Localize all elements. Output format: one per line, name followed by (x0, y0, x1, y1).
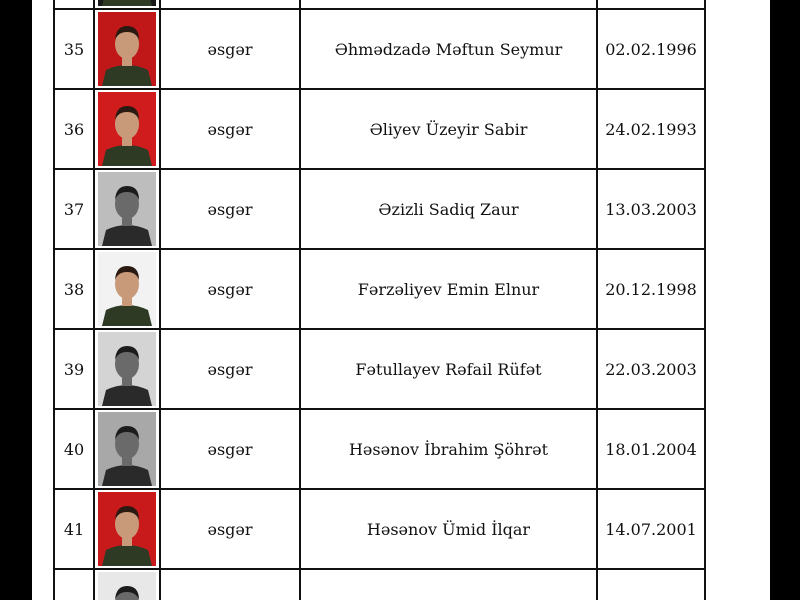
row-number-cell (54, 569, 94, 600)
photo-cell (94, 249, 160, 329)
rank-text: əsgər (207, 359, 253, 379)
rank-text: əsgər (207, 199, 253, 219)
roster-table (53, 0, 706, 600)
rank-text: əsgər (207, 519, 253, 539)
birth-date-cell (597, 89, 705, 169)
table-row (54, 569, 705, 600)
birth-date-cell (597, 489, 705, 569)
row-number-cell (54, 249, 94, 329)
rank-cell (160, 329, 300, 409)
name-cell (300, 9, 597, 89)
photo-cell (94, 169, 160, 249)
rank-cell (160, 169, 300, 249)
photo-cell (94, 89, 160, 169)
rank-cell (160, 0, 300, 9)
birth-date-cell (597, 249, 705, 329)
rank-cell (160, 409, 300, 489)
name-cell (300, 0, 597, 9)
portrait-photo (98, 572, 156, 600)
portrait-photo (98, 12, 156, 86)
full-name: Əhmədzadə Məftun Seymur (334, 39, 563, 59)
row-number: 38 (63, 279, 85, 299)
name-cell (300, 169, 597, 249)
full-name: Həsənov İbrahim Şöhrət (348, 439, 549, 459)
birth-date-cell (597, 9, 705, 89)
portrait-photo (98, 252, 156, 326)
table-row (54, 169, 705, 249)
row-number-cell (54, 0, 94, 9)
portrait-photo (98, 172, 156, 246)
photo-cell (94, 9, 160, 89)
photo-cell (94, 329, 160, 409)
birth-date: 20.12.1998 (605, 279, 697, 299)
full-name: Əliyev Üzeyir Sabir (369, 119, 528, 139)
birth-date: 14.07.2001 (605, 519, 697, 539)
rank-cell (160, 89, 300, 169)
portrait-photo (98, 332, 156, 406)
name-cell (300, 249, 597, 329)
row-number-cell (54, 169, 94, 249)
row-number-cell (54, 409, 94, 489)
row-number-cell (54, 329, 94, 409)
rank-cell (160, 249, 300, 329)
name-cell (300, 89, 597, 169)
name-cell (300, 409, 597, 489)
document-page (32, 0, 770, 600)
birth-date-cell (597, 409, 705, 489)
full-name: Həsənov Ümid İlqar (366, 519, 531, 539)
portrait-photo (98, 412, 156, 486)
rank-cell (160, 489, 300, 569)
rank-text: əsgər (207, 39, 253, 59)
row-number: 41 (63, 519, 85, 539)
birth-date-cell (597, 0, 705, 9)
portrait-photo (98, 492, 156, 566)
table-row (54, 249, 705, 329)
portrait-photo (98, 92, 156, 166)
row-number: 39 (63, 359, 85, 379)
photo-cell (94, 0, 160, 9)
photo-cell (94, 489, 160, 569)
table-row (54, 329, 705, 409)
rank-text: əsgər (207, 439, 253, 459)
table-row (54, 9, 705, 89)
roster-table-body (54, 0, 705, 600)
full-name: Əzizli Sadiq Zaur (378, 199, 519, 219)
table-row (54, 89, 705, 169)
row-number-cell (54, 89, 94, 169)
birth-date-cell (597, 569, 705, 600)
birth-date: 24.02.1993 (605, 119, 697, 139)
row-number: 37 (63, 199, 85, 219)
photo-cell (94, 409, 160, 489)
birth-date: 13.03.2003 (605, 199, 697, 219)
birth-date-cell (597, 169, 705, 249)
row-number: 36 (63, 119, 85, 139)
name-cell (300, 489, 597, 569)
photo-cell (94, 569, 160, 600)
table-row (54, 409, 705, 489)
birth-date: 18.01.2004 (605, 439, 697, 459)
rank-text: əsgər (207, 119, 253, 139)
table-row (54, 0, 705, 9)
full-name: Fərzəliyev Emin Elnur (357, 279, 540, 299)
birth-date-cell (597, 329, 705, 409)
full-name: Fətullayev Rəfail Rüfət (355, 359, 542, 379)
row-number: 40 (63, 439, 85, 459)
portrait-body (102, 0, 152, 6)
row-number-cell (54, 489, 94, 569)
name-cell (300, 569, 597, 600)
row-number-cell (54, 9, 94, 89)
birth-date: 22.03.2003 (605, 359, 697, 379)
name-cell (300, 329, 597, 409)
birth-date: 02.02.1996 (605, 39, 697, 59)
table-row (54, 489, 705, 569)
rank-cell (160, 9, 300, 89)
row-number: 35 (63, 39, 85, 59)
rank-text: əsgər (207, 279, 253, 299)
rank-cell (160, 569, 300, 600)
portrait-photo (98, 0, 156, 6)
